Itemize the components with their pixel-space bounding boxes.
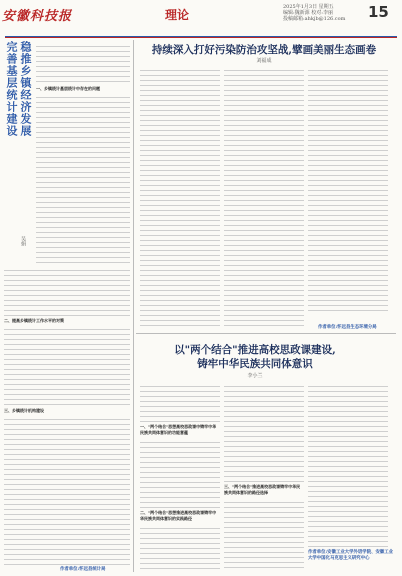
column-divider (133, 40, 134, 572)
email-line: 投稿邮箱:ahkjb@126.com (283, 16, 346, 22)
section-title: 理论 (165, 8, 190, 22)
top-article-author-note: 作者单位:怀远县生态环境分局 (318, 325, 377, 330)
bottom-article-col-1a (140, 382, 220, 422)
bottom-article-headline (130, 343, 380, 371)
section-divider (136, 333, 396, 334)
date-block (283, 4, 345, 22)
left-article-author-note: 作者单位:怀远县统计局 (60, 567, 106, 572)
left-article-title-1: 完善基层统计建设 (5, 41, 18, 137)
left-article-body-4 (4, 415, 130, 565)
left-article-title-2: 稳推乡镇经济发展 (19, 41, 32, 137)
top-article-byline: 刘福成 (256, 58, 272, 64)
bottom-subhead-1: 一、"两个结合"思想高校思政课中铸牢中华民族共同体意识的功能意蕴 (140, 424, 217, 435)
masthead-divider (5, 37, 397, 38)
bottom-article-byline: 李小兰 (247, 373, 263, 379)
left-article-body-2 (4, 266, 130, 316)
left-subhead-2: 二、提高乡镇统计工作水平的对策 (4, 318, 64, 323)
top-article-headline: 持续深入打好污染防治攻坚战,擘画美丽生态画卷 (151, 44, 377, 56)
left-article-body-3 (4, 325, 130, 405)
bottom-article-author-note: 作者单位:安徽工业大学外语学院、安徽工业大学中国化马克思主义研究中心 (308, 550, 394, 561)
bottom-subhead-2: 二、"两个结合"思想推进高校思政课铸牢中华民族共同体意识的实践路径 (140, 510, 217, 521)
bottom-article-col-1b (140, 438, 220, 508)
newspaper-name: 安徽科技报 (2, 9, 73, 24)
left-article-body-1 (36, 93, 130, 263)
bottom-article-col-1c (140, 524, 220, 570)
bottom-article-col-3 (308, 382, 388, 547)
left-subhead-3: 三、乡镇统计机构建设 (4, 408, 44, 413)
top-article-col-2 (224, 66, 304, 326)
bottom-subhead-3: 三、"两个结合"推进高校思政课铸牢中华民族共同体意识的路径选择 (224, 484, 301, 495)
left-article-author: 吴娟 (20, 236, 26, 246)
bottom-headline-line-1: 以"两个结合"推进高校思政课建设, (174, 344, 336, 356)
bottom-article-col-2b (224, 498, 304, 570)
top-article-col-1 (140, 66, 220, 326)
bottom-article-col-2a (224, 382, 304, 482)
page-number: 15 (368, 3, 389, 21)
date-line: 2025年1月3日 星期五 (283, 4, 334, 10)
bottom-headline-line-2: 铸牢中华民族共同体意识 (197, 358, 313, 370)
top-article-col-3 (308, 66, 388, 321)
left-subhead-1: 一、乡镇统计基层统计中存在的问题 (36, 86, 100, 91)
left-article-intro (36, 42, 130, 84)
editor-line: 编辑:魏新源 校对:李丽 (283, 10, 333, 16)
